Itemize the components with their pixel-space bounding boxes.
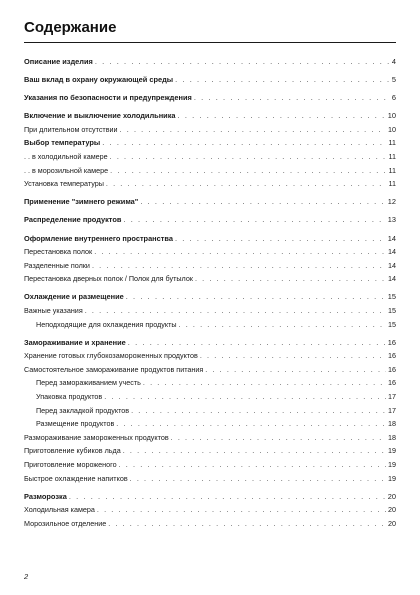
dot-leader xyxy=(205,363,386,377)
toc-entry-title: Включение и выключение холодильника xyxy=(24,111,176,121)
dot-leader xyxy=(102,136,386,150)
toc-entry[interactable] xyxy=(24,376,396,390)
dot-leader xyxy=(140,195,385,209)
toc-entry[interactable] xyxy=(24,272,396,286)
toc-entry[interactable] xyxy=(24,304,396,318)
toc-entry-page: 16 xyxy=(388,378,396,388)
dot-leader xyxy=(119,458,386,472)
dot-leader xyxy=(171,431,386,445)
toc-entry[interactable] xyxy=(24,73,396,87)
toc-entry-page: 11 xyxy=(388,138,396,148)
toc-entry[interactable] xyxy=(24,318,396,332)
toc-entry-page: 14 xyxy=(388,274,396,284)
toc-entry[interactable] xyxy=(24,336,396,350)
toc-entry[interactable] xyxy=(24,517,396,531)
toc-entry-page: 11 xyxy=(388,179,396,189)
dot-leader xyxy=(179,318,386,332)
toc-entry-title: Перед замораживанием учесть xyxy=(36,378,141,388)
dot-leader xyxy=(69,490,386,504)
toc-entry[interactable] xyxy=(24,232,396,246)
table-of-contents xyxy=(24,55,396,531)
dot-leader xyxy=(175,73,390,87)
toc-entry-title: Холодильная камера xyxy=(24,505,95,515)
dot-leader xyxy=(178,109,386,123)
dot-leader xyxy=(194,91,390,105)
dot-leader xyxy=(195,272,386,286)
dot-leader xyxy=(175,232,386,246)
toc-entry-page: 14 xyxy=(388,260,396,270)
toc-entry[interactable] xyxy=(24,290,396,304)
toc-entry-title: Размораживание замороженных продуктов xyxy=(24,432,169,442)
toc-entry[interactable] xyxy=(24,195,396,209)
dot-leader xyxy=(126,290,386,304)
toc-entry-page: 19 xyxy=(388,460,396,470)
toc-entry-title: Установка температуры xyxy=(24,179,104,189)
toc-entry-title: Перестановка дверных полок / Полок для бутылок xyxy=(24,274,193,284)
toc-entry-page: 18 xyxy=(388,419,396,429)
toc-entry-title: Разделенные полки xyxy=(24,260,90,270)
dot-leader xyxy=(143,376,386,390)
toc-entry[interactable] xyxy=(24,431,396,445)
dot-leader xyxy=(120,123,386,137)
toc-entry[interactable] xyxy=(24,363,396,377)
toc-entry-title: Хранение готовых глубокозамороженных продуктов xyxy=(24,351,198,361)
dot-leader xyxy=(94,245,386,259)
title-divider xyxy=(24,42,396,43)
toc-entry[interactable] xyxy=(24,417,396,431)
dot-leader xyxy=(95,55,390,69)
toc-entry-page: 15 xyxy=(388,319,396,329)
toc-entry[interactable] xyxy=(24,458,396,472)
toc-entry-page: 18 xyxy=(388,432,396,442)
toc-entry-page: 10 xyxy=(388,124,396,134)
toc-entry-title: . . в морозильной камере xyxy=(24,165,109,175)
toc-entry-title: Приготовление мороженого xyxy=(24,460,117,470)
toc-entry[interactable] xyxy=(24,444,396,458)
dot-leader xyxy=(123,213,385,227)
toc-entry-page: 15 xyxy=(388,306,396,315)
toc-entry[interactable] xyxy=(24,136,396,150)
dot-leader xyxy=(130,472,386,486)
toc-entry[interactable] xyxy=(24,123,396,137)
toc-entry-title: Применение "зимнего режима" xyxy=(24,197,139,207)
toc-entry[interactable] xyxy=(24,404,396,418)
toc-entry-page: 6 xyxy=(391,93,396,103)
toc-entry-title: Упаковка продуктов xyxy=(36,392,103,402)
toc-entry-page: 4 xyxy=(391,57,396,66)
toc-entry-page: 13 xyxy=(387,215,396,225)
toc-entry-title: Ваш вклад в охрану окружающей среды xyxy=(24,75,174,85)
toc-entry-page: 19 xyxy=(388,446,396,456)
dot-leader xyxy=(116,417,386,431)
dot-leader xyxy=(128,336,386,350)
toc-entry[interactable] xyxy=(24,150,396,164)
toc-entry-page: 16 xyxy=(387,337,396,347)
toc-entry-title: Разморозка xyxy=(24,491,67,501)
toc-entry-page: 11 xyxy=(388,152,396,162)
toc-entry[interactable] xyxy=(24,259,396,273)
toc-entry-page: 10 xyxy=(387,111,396,121)
toc-entry-page: 15 xyxy=(387,292,396,302)
dot-leader xyxy=(131,404,386,418)
dot-leader xyxy=(200,349,386,363)
dot-leader xyxy=(123,444,386,458)
toc-entry-title: Морозильное отделение xyxy=(24,518,107,528)
toc-entry-title: Важные указания xyxy=(24,306,83,315)
dot-leader xyxy=(110,150,387,164)
toc-entry-title: Самостоятельное замораживание продуктов питания xyxy=(24,364,204,374)
toc-entry-title: Перестановка полок xyxy=(24,247,93,257)
toc-entry-title: Перед закладкой продуктов xyxy=(36,405,130,415)
dot-leader xyxy=(108,517,386,531)
toc-entry-page: 17 xyxy=(388,405,396,415)
toc-entry-title: Размещение продуктов xyxy=(36,419,115,429)
toc-entry-page: 20 xyxy=(387,491,396,501)
toc-entry-page: 16 xyxy=(388,351,396,361)
toc-entry[interactable] xyxy=(24,390,396,404)
toc-entry-title: Указания по безопасности и предупреждения xyxy=(24,93,192,103)
toc-entry-title: Описание изделия xyxy=(24,57,93,66)
dot-leader xyxy=(97,503,386,517)
toc-entry[interactable] xyxy=(24,349,396,363)
toc-entry-title: При длительном отсутствии xyxy=(24,124,118,134)
toc-entry-title: Приготовление кубиков льда xyxy=(24,446,121,456)
toc-entry-page: 19 xyxy=(388,473,396,483)
toc-entry-page: 16 xyxy=(388,364,396,374)
page-title: Содержание xyxy=(24,19,117,36)
toc-entry-page: 12 xyxy=(387,197,396,207)
toc-entry-title: Выбор температуры xyxy=(24,138,101,148)
toc-entry-page: 11 xyxy=(388,165,396,175)
dot-leader xyxy=(85,304,386,318)
toc-entry[interactable] xyxy=(24,91,396,105)
dot-leader xyxy=(106,177,387,191)
toc-entry[interactable] xyxy=(24,164,396,178)
toc-entry[interactable] xyxy=(24,55,396,69)
toc-entry-page: 14 xyxy=(388,247,396,257)
toc-entry-title: Неподходящие для охлаждения продукты xyxy=(36,319,177,329)
toc-entry-title: Оформление внутреннего пространства xyxy=(24,233,173,243)
toc-entry-title: Охлаждение и размещение xyxy=(24,292,124,302)
dot-leader xyxy=(110,164,386,178)
toc-entry-title: Замораживание и хранение xyxy=(24,337,126,347)
toc-entry[interactable] xyxy=(24,503,396,517)
toc-entry-page: 5 xyxy=(391,75,396,85)
toc-entry[interactable] xyxy=(24,245,396,259)
toc-entry-page: 20 xyxy=(388,518,396,528)
toc-entry[interactable] xyxy=(24,490,396,504)
toc-entry[interactable] xyxy=(24,109,396,123)
page-number: 2 xyxy=(24,572,29,581)
toc-entry-title: Распределение продуктов xyxy=(24,215,122,225)
toc-entry-page: 14 xyxy=(387,233,396,243)
toc-entry-page: 20 xyxy=(388,505,396,515)
dot-leader xyxy=(92,259,386,273)
toc-entry-page: 17 xyxy=(388,392,396,402)
dot-leader xyxy=(104,390,386,404)
toc-entry[interactable] xyxy=(24,177,396,191)
toc-entry[interactable] xyxy=(24,472,396,486)
toc-entry[interactable] xyxy=(24,213,396,227)
toc-entry-title: Быстрое охлаждение напитков xyxy=(24,473,128,483)
toc-entry-title: . . в холодильной камере xyxy=(24,152,108,162)
